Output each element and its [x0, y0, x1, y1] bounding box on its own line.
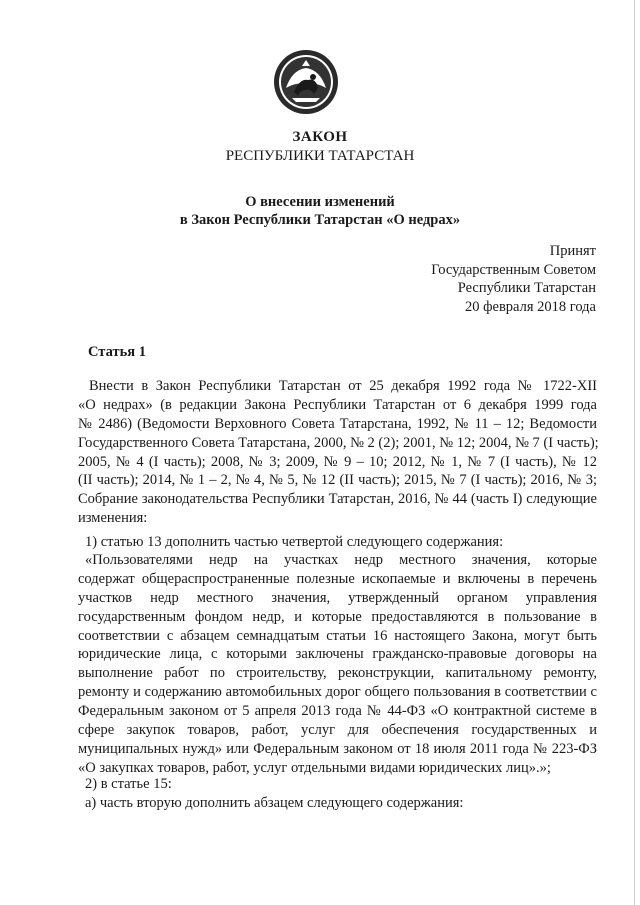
republic-name: РЕСПУБЛИКИ ТАТАРСТАН	[225, 148, 415, 164]
amendment-item-1	[78, 533, 597, 552]
paragraph-line: «О недрах» (в редакции Закона Республики Татарстан от 6 декабря 1999 года	[78, 396, 597, 413]
quote-line: муниципальных нужд» или Федеральным законом от 18 июля 2011 года № 223-ФЗ	[78, 740, 597, 757]
paragraph-line: № 2486) (Ведомости Верховного Совета Татарстана, 1992, № 11 – 12; Ведомости	[78, 415, 597, 432]
paragraph-line: (II часть); 2014, № 1 – 2, № 4, № 5, № 12 (II часть); 2015, № 7 (I часть); 2016, № 3;	[78, 472, 597, 489]
amendment-item-text: а) часть вторую дополнить абзацем следующего содержания:	[85, 795, 464, 811]
paragraph-line: Внести в Закон Республики Татарстан от 25 декабря 1992 года № 1722-XII	[89, 378, 597, 394]
quote-line: содержат общераспространенные полезные ископаемые и включены в перечень	[78, 570, 597, 587]
amendment-item-text: 1) статью 13 дополнить частью четвертой следующего содержания:	[85, 534, 504, 550]
quote-line: государственным фондом недр, и которые предоставляются в пользование в	[78, 608, 597, 625]
quote-line: Федеральным законом от 5 апреля 2013 года № 44-ФЗ «О контрактной системе в	[78, 703, 597, 720]
quote-line: выполнение работ по строительству, реконструкции, капитальному ремонту,	[78, 665, 597, 682]
article-intro-paragraph	[78, 377, 597, 528]
adoption-line: Республики Татарстан	[457, 280, 596, 296]
quote-line: сфере закупок товаров, работ, услуг для обеспечения государственных и	[78, 722, 597, 739]
quote-line: соответствии с абзацем семнадцатым статьи 16 настоящего Закона, могут быть	[78, 627, 597, 644]
tatarstan-coat-of-arms-icon	[272, 48, 340, 116]
quote-line: «О закупках товаров, работ, услуг отдельными видами юридических лиц».»;	[78, 759, 551, 776]
quote-line: участков недр местного значения, утвержденный органом управления	[78, 589, 597, 606]
quote-line: юридические лица, с которыми заключены гражданско-правовые договоры на	[78, 646, 597, 663]
paragraph-line: Государственного Совета Татарстана, 2000, № 2 (2); 2001, № 12; 2004, № 7 (I часть);	[78, 434, 599, 451]
adoption-line: Государственным Советом	[431, 261, 596, 278]
quote-line: ремонту и содержанию автомобильных дорог общего пользования в соответствии с	[78, 684, 597, 701]
quote-line: «Пользователями недр на участках недр местного значения, которые	[85, 552, 597, 568]
amendment-quote	[78, 551, 597, 778]
law-subject-line-1: О внесении изменений	[245, 194, 395, 210]
adoption-line: Принят	[549, 243, 596, 259]
article-title: Статья 1	[88, 344, 146, 360]
amendment-item-text: 2) в статье 15:	[85, 776, 172, 792]
paragraph-line: изменения:	[78, 510, 148, 527]
amendment-item-2a	[78, 794, 597, 813]
law-subject-line-2: в Закон Республики Татарстан «О недрах»	[179, 212, 461, 228]
adoption-block	[400, 242, 596, 316]
paragraph-line: Собрание законодательства Республики Татарстан, 2016, № 44 (часть I) следующие	[78, 491, 597, 508]
adoption-date: 20 февраля 2018 года	[464, 298, 596, 315]
amendment-item-2	[78, 775, 597, 794]
law-title: ЗАКОН	[292, 129, 348, 145]
paragraph-line: 2005, № 4 (I часть); 2008, № 3; 2009, № 9 – 10; 2012, № 1, № 7 (I часть), № 12	[78, 453, 597, 470]
